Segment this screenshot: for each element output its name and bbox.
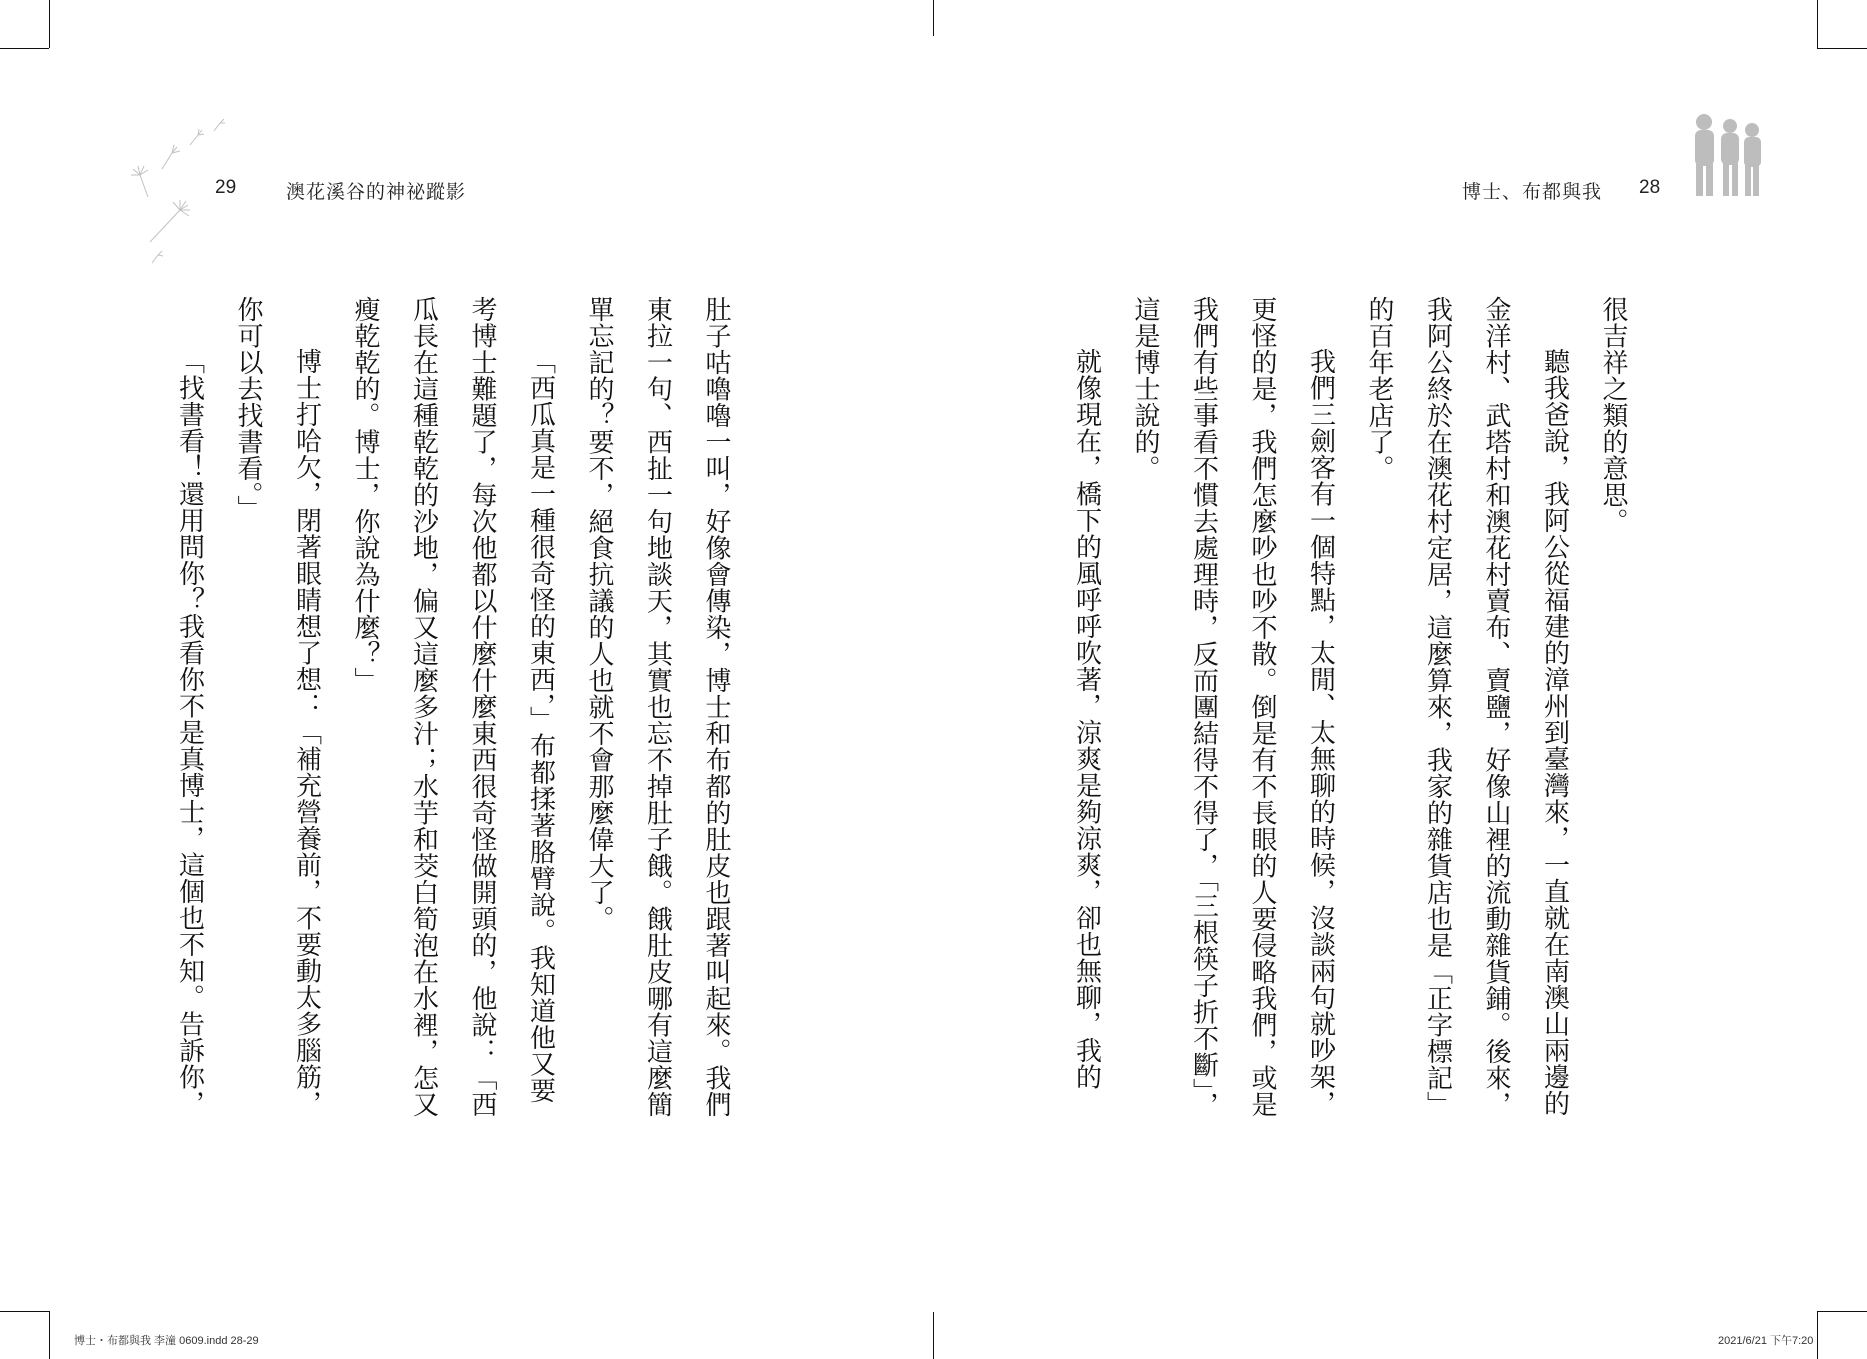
crop-mark-top-right-v <box>1817 0 1818 48</box>
crop-mark-top-right-h <box>1817 48 1867 49</box>
crop-mark-top-left-h <box>0 48 49 49</box>
seed <box>152 251 163 263</box>
seed <box>190 129 204 145</box>
footer-timestamp: 2021/6/21 下午7:20 <box>1718 1335 1814 1347</box>
left-page-body <box>174 296 745 1126</box>
paragraph: 我們三劍客有一個特點，太閒、太無聊的時候，沒談兩句就吵架，更怪的是，我們怎麼吵也吵不散。倒是有不長眼的人要侵略我們，或是我們有些事看不慣去處理時，反而團結得不得了，「三根筷子折不斷」，這是博士說的。 <box>1130 296 1336 1118</box>
paragraph: 很吉祥之類的意思。 <box>1598 296 1628 535</box>
right-page-number: 28 <box>1639 177 1661 198</box>
crop-mark-bottom-right-h <box>1817 1311 1867 1312</box>
paragraph: 「找書看！還用問你？我看你不是真博士，這個也不知。告訴你， <box>174 348 205 1117</box>
right-running-head: 博士、布都與我 <box>1462 181 1603 203</box>
crop-mark-top-left-v <box>49 0 50 48</box>
seed <box>131 166 148 197</box>
right-page-body <box>1071 296 1642 1126</box>
paragraph: 聽我爸說，我阿公從福建的漳州到臺灣來，一直就在南澳山兩邊的金洋村、武塔村和澳花村賣布、賣鹽，好像山裡的流動雜貨鋪。後來，我阿公終於在澳花村定居，這麼算來，我家的雜貨店也是「正字標記」的百年老店了。 <box>1364 296 1570 1118</box>
seed <box>150 200 190 242</box>
crop-mark-top-center <box>933 0 934 36</box>
left-page-number: 29 <box>215 177 237 198</box>
paragraph: 博士打哈欠，閉著眼睛想了想：「補充營養前，不要動太多腦筋，你可以去找書看。」 <box>233 296 322 1117</box>
footer-file-info: 博士・布都與我 李潼 0609.indd 28-29 <box>74 1335 259 1347</box>
crop-mark-bottom-right-v <box>1817 1311 1818 1359</box>
three-kids-silhouette-icon <box>1686 112 1772 198</box>
seed <box>162 145 180 169</box>
seed <box>214 119 225 131</box>
crop-mark-bottom-left-h <box>0 1311 49 1312</box>
crop-mark-bottom-left-v <box>49 1311 50 1359</box>
crop-mark-bottom-center <box>933 1312 934 1359</box>
paragraph: 就像現在，橋下的風呼呼吹著，涼爽是夠涼爽，卻也無聊，我的 <box>1071 348 1102 1090</box>
paragraph: 肚子咕嚕嚕一叫，好像會傳染，博士和布都的肚皮也跟著叫起來。我們東拉一句、西扯一句地談天，其實也忘不掉肚子餓。餓肚皮哪有這麼簡單忘記的？要不，絕食抗議的人也就不會那麼偉大了。 <box>584 296 731 1118</box>
paragraph: 「西瓜真是一種很奇怪的東西，」布都揉著胳臂說。我知道他又要考博士難題了，每次他都以什麼什麼東西很奇怪做開頭的，他說：「西瓜長在這種乾乾的沙地，偏又這麼多汁；水芋和茭白筍泡在水裡，怎又瘦乾乾的。博士，你說為什麼？」 <box>350 296 556 1118</box>
left-running-head: 澳花溪谷的神祕蹤影 <box>286 181 467 203</box>
